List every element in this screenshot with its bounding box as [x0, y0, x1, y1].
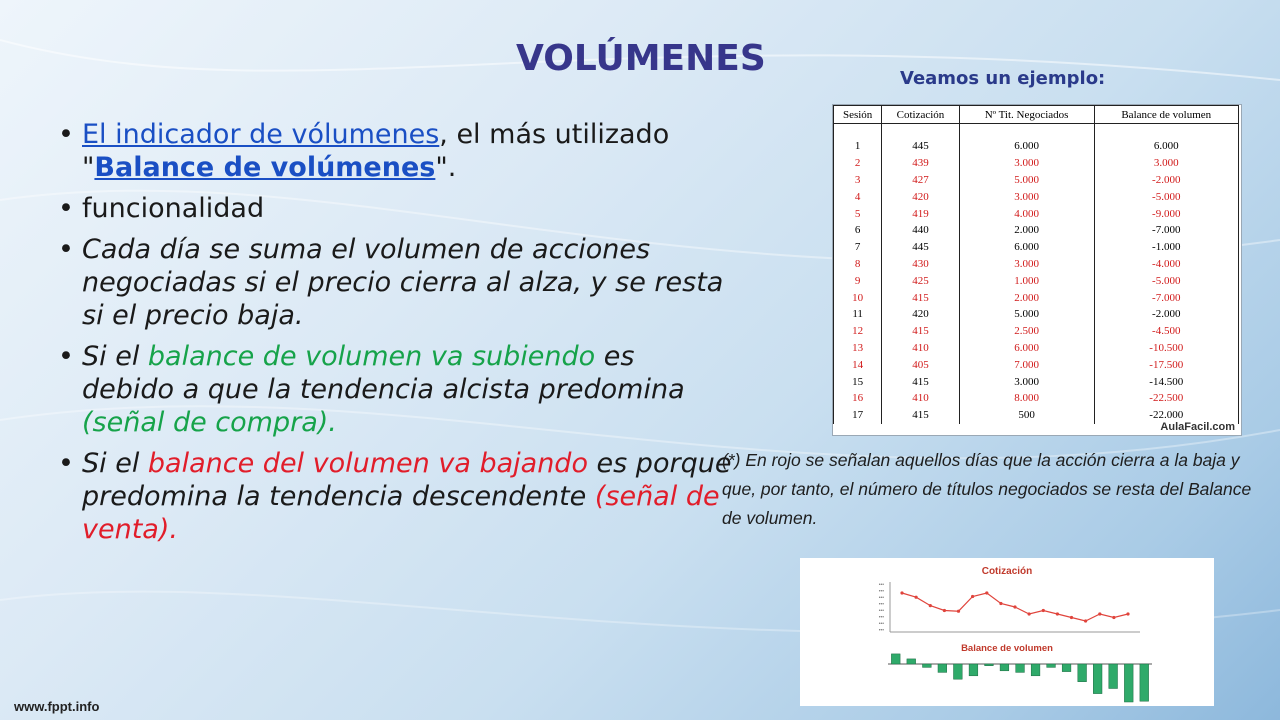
table-cell: -17.500 — [1094, 356, 1238, 373]
volume-bar — [891, 654, 900, 664]
table-cell: 420 — [882, 306, 959, 323]
table-row — [834, 155, 1239, 172]
tick-label: ••• — [878, 582, 884, 588]
table-cell: 12 — [834, 323, 882, 340]
charts-svg — [800, 558, 1214, 706]
table-cell: 410 — [882, 340, 959, 357]
table-cell: -14.500 — [1094, 373, 1238, 390]
table-cell: 17 — [834, 407, 882, 424]
table-row — [834, 205, 1239, 222]
tick-label: ••• — [878, 588, 884, 595]
watermark-logo: AulaFacil.com — [1160, 421, 1235, 433]
table-cell: 440 — [882, 222, 959, 239]
price-point — [1070, 616, 1073, 619]
table-row — [834, 323, 1239, 340]
table-cell: 9 — [834, 272, 882, 289]
table-cell: -4.000 — [1094, 256, 1238, 273]
table-cell: 15 — [834, 373, 882, 390]
table-cell: -5.000 — [1094, 272, 1238, 289]
table-cell: 1 — [834, 138, 882, 155]
table-row — [834, 138, 1239, 155]
price-point — [1112, 616, 1115, 619]
table-cell: 1.000 — [959, 272, 1094, 289]
table-cell: 7 — [834, 239, 882, 256]
buy-signal-text: (señal de compra). — [82, 407, 337, 438]
bullet-text: ". — [435, 152, 457, 183]
price-point — [943, 609, 946, 612]
column-header: Cotización — [882, 106, 959, 124]
volume-bar — [1093, 664, 1102, 694]
table-cell: -22.500 — [1094, 390, 1238, 407]
table-cell: -9.000 — [1094, 205, 1238, 222]
price-point — [1098, 612, 1101, 615]
price-point — [929, 604, 932, 607]
table-cell: 5 — [834, 205, 882, 222]
bullet-item — [52, 447, 732, 546]
table-cell: 500 — [959, 407, 1094, 424]
price-point — [971, 595, 974, 598]
table-body — [834, 124, 1239, 424]
column-header: Balance de volumen — [1094, 106, 1238, 124]
column-header: Sesión — [834, 106, 882, 124]
table-row — [834, 340, 1239, 357]
table-cell: 2 — [834, 155, 882, 172]
bullet-item — [52, 340, 732, 439]
table-row — [834, 272, 1239, 289]
rising-text: balance de volumen va subiendo — [147, 341, 596, 372]
table-cell: 7.000 — [959, 356, 1094, 373]
price-point — [957, 610, 960, 613]
table-row — [834, 306, 1239, 323]
tick-label: ••• — [878, 614, 884, 621]
table-row — [834, 356, 1239, 373]
bullet-text: es debido a que la tendencia alcista predomina — [82, 341, 685, 405]
example-heading: Veamos un ejemplo: — [900, 68, 1106, 89]
bullet-item — [52, 118, 732, 184]
volume-table — [833, 105, 1239, 424]
volume-bar — [985, 664, 994, 666]
price-point — [985, 591, 988, 594]
table-row — [834, 289, 1239, 306]
table-cell: 2.000 — [959, 222, 1094, 239]
table-cell: 8.000 — [959, 390, 1094, 407]
bullet-item — [52, 192, 732, 225]
table-cell: 3.000 — [959, 155, 1094, 172]
bullet-dot: • — [58, 448, 74, 479]
table-cell: 405 — [882, 356, 959, 373]
table-cell: 6.000 — [959, 138, 1094, 155]
table-cell: 410 — [882, 390, 959, 407]
table-cell: -2.000 — [1094, 306, 1238, 323]
volume-bar — [938, 664, 947, 672]
table-cell: 6 — [834, 222, 882, 239]
chart-title: Balance de volumen — [961, 643, 1053, 654]
footer-url: www.fppt.info — [14, 699, 100, 714]
table-cell: 420 — [882, 188, 959, 205]
table-cell: 2.500 — [959, 323, 1094, 340]
table-cell: -1.000 — [1094, 239, 1238, 256]
table-cell: 3.000 — [959, 188, 1094, 205]
volume-bar — [1078, 664, 1087, 682]
bullet-dot: • — [58, 341, 74, 372]
table-cell: 4 — [834, 188, 882, 205]
table-cell: 4.000 — [959, 205, 1094, 222]
indicator-link[interactable]: El indicador de vólumenes — [82, 119, 440, 150]
tick-label: ••• — [878, 601, 884, 608]
volume-bar — [1062, 664, 1071, 672]
table-cell: 415 — [882, 373, 959, 390]
sell-signal-text: (señal de venta). — [82, 481, 720, 545]
table-cell: -22.000 — [1094, 407, 1238, 424]
tick-label: ••• — [878, 608, 884, 614]
table-cell: 6.000 — [959, 239, 1094, 256]
table-row — [834, 256, 1239, 273]
price-point — [1028, 612, 1031, 615]
charts-image — [800, 558, 1214, 706]
table-cell: -10.500 — [1094, 340, 1238, 357]
bullet-text: funcionalidad — [82, 193, 265, 224]
volume-bar — [923, 664, 932, 667]
price-point — [915, 596, 918, 599]
table-spacer-row — [834, 124, 1239, 139]
price-point — [999, 602, 1002, 605]
table-cell: 3 — [834, 172, 882, 189]
table-cell: 5.000 — [959, 306, 1094, 323]
volume-bar — [1140, 664, 1149, 701]
table-cell: -5.000 — [1094, 188, 1238, 205]
volume-bar — [1047, 664, 1056, 667]
table-cell: 2.000 — [959, 289, 1094, 306]
table-cell: 430 — [882, 256, 959, 273]
table-cell: -7.000 — [1094, 222, 1238, 239]
table-cell: -4.500 — [1094, 323, 1238, 340]
bullet-dot: • — [58, 119, 74, 150]
tick-label: ••• — [878, 621, 884, 627]
volume-bar — [954, 664, 963, 679]
table-cell: 11 — [834, 306, 882, 323]
table-cell: 415 — [882, 289, 959, 306]
volume-table-image — [832, 104, 1242, 436]
price-point — [1126, 612, 1129, 615]
price-point — [1056, 612, 1059, 615]
table-cell: 425 — [882, 272, 959, 289]
table-cell: 16 — [834, 390, 882, 407]
table-cell: 3.000 — [959, 256, 1094, 273]
volume-bar — [1124, 664, 1133, 702]
table-cell: 5.000 — [959, 172, 1094, 189]
table-cell: -2.000 — [1094, 172, 1238, 189]
balance-link[interactable]: Balance de volúmenes — [94, 152, 436, 183]
table-cell: 415 — [882, 323, 959, 340]
chart-title: Cotización — [981, 566, 1033, 577]
table-cell: 445 — [882, 138, 959, 155]
table-cell: 419 — [882, 205, 959, 222]
bullet-dot: • — [58, 234, 74, 265]
volume-bar — [1016, 664, 1025, 672]
column-header: Nº Tit. Negociados — [959, 106, 1094, 124]
volume-bar — [1109, 664, 1118, 689]
table-cell: 439 — [882, 155, 959, 172]
price-point — [1013, 605, 1016, 608]
table-cell: 13 — [834, 340, 882, 357]
table-header-row — [834, 106, 1239, 124]
table-cell: 445 — [882, 239, 959, 256]
tick-label: ••• — [878, 627, 884, 634]
table-row — [834, 222, 1239, 239]
table-footnote: (*) En rojo se señalan aquellos días que la acción cierra a la baja y que, por tanto, el número de títulos negociados se resta del Balance de volumen. — [722, 450, 1252, 528]
slide-title: VOLÚMENES — [516, 38, 766, 79]
bullet-text: , el más utilizado " — [82, 119, 670, 183]
bullet-text: Si el — [82, 448, 148, 479]
bullet-text: es porque predomina la tendencia descendente — [82, 448, 732, 512]
volume-bar — [1031, 664, 1040, 676]
table-row — [834, 172, 1239, 189]
bullet-dot: • — [58, 193, 74, 224]
price-point — [900, 591, 903, 594]
bullet-text: Si el — [82, 341, 148, 372]
bullet-item — [52, 233, 732, 332]
table-row — [834, 390, 1239, 407]
table-cell: 427 — [882, 172, 959, 189]
price-point — [1042, 609, 1045, 612]
table-cell: 415 — [882, 407, 959, 424]
table-cell: -7.000 — [1094, 289, 1238, 306]
falling-text: balance del volumen va bajando — [147, 448, 588, 479]
table-cell: 8 — [834, 256, 882, 273]
table-row — [834, 239, 1239, 256]
table-cell: 3.000 — [1094, 155, 1238, 172]
table-row — [834, 373, 1239, 390]
table-cell: 6.000 — [1094, 138, 1238, 155]
volume-bar — [1000, 664, 1009, 671]
table-cell: 14 — [834, 356, 882, 373]
table-cell: 10 — [834, 289, 882, 306]
table-cell: 6.000 — [959, 340, 1094, 357]
bullet-list — [52, 118, 732, 554]
tick-label: ••• — [878, 595, 884, 601]
bullet-text: Cada día se suma el volumen de acciones negociadas si el precio cierra al alza, y se resta si el precio baja. — [82, 234, 724, 331]
price-point — [1084, 619, 1087, 622]
volume-bar — [969, 664, 978, 676]
table-row — [834, 188, 1239, 205]
volume-bar — [907, 659, 916, 664]
table-cell: 3.000 — [959, 373, 1094, 390]
